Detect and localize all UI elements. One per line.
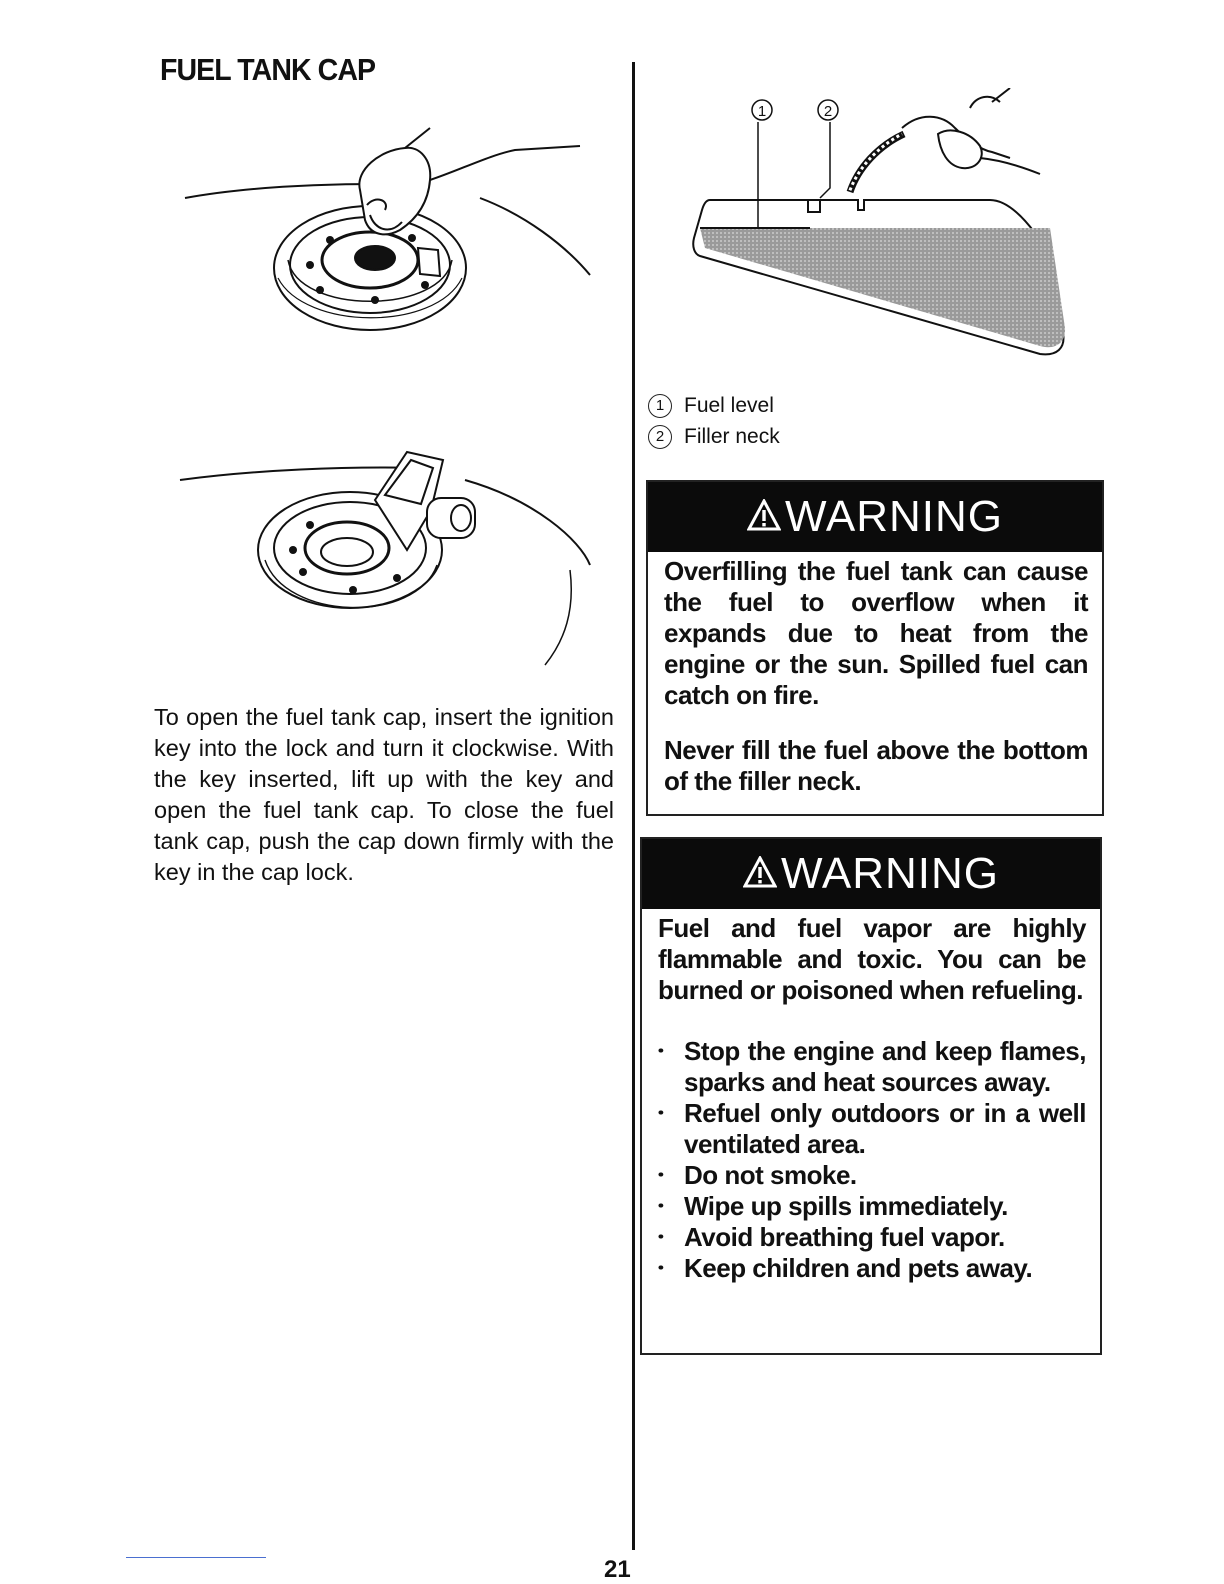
list-item: •• Do not smoke. <box>658 1160 1086 1191</box>
warning-heading: WARNING <box>784 492 1004 541</box>
legend-label: Filler neck <box>684 425 780 448</box>
column-divider <box>632 62 635 1550</box>
safety-list <box>658 1036 1086 1284</box>
legend-label: Fuel level <box>684 394 774 417</box>
warning-body <box>648 552 1102 807</box>
warning-header <box>642 839 1100 909</box>
list-item: •• Avoid breathing fuel vapor. <box>658 1222 1086 1253</box>
warning-body <box>642 909 1100 1294</box>
list-item: •• Refuel only outdoors or in a well ventilated area. <box>658 1098 1086 1160</box>
list-item: •• Keep children and pets away. <box>658 1253 1086 1284</box>
legend-item <box>648 421 780 452</box>
section-title: FUEL TANK CAP <box>160 52 376 87</box>
warning-triangle-icon <box>747 492 781 542</box>
diagram-marker-1: 1 <box>757 103 767 120</box>
fuel-cap-lifted-illustration <box>175 440 605 670</box>
warning-heading: WARNING <box>780 849 1000 898</box>
warning-triangle-icon <box>743 849 777 899</box>
legend-number: 2 <box>648 425 672 449</box>
warning-header <box>648 482 1102 552</box>
warning-text: Overfilling the fuel tank can cause the fuel to overflow when it expands due to heat from the engine or the sun. Spilled fuel can catch on fire. <box>664 556 1088 710</box>
diagram-marker-2: 2 <box>823 103 833 120</box>
list-item: •• Wipe up spills immediately. <box>658 1191 1086 1222</box>
warning-box-vapor <box>640 837 1102 1355</box>
warning-text: Never fill the fuel above the bottom of the filler neck. <box>664 735 1088 796</box>
fuel-tank-diagram <box>680 88 1080 378</box>
legend-item <box>648 390 780 421</box>
page-number: 21 <box>604 1556 631 1583</box>
diagram-legend <box>648 390 780 452</box>
footer-rule <box>126 1557 266 1558</box>
warning-box-overfill <box>646 480 1104 816</box>
fuel-cap-open-illustration <box>180 110 600 350</box>
instructions-text: To open the fuel tank cap, insert the ignition key into the lock and turn it clockwise. With the key inserted, lift up with the key and open the fuel tank cap. To close the fuel tank cap, push the cap down firmly with the key in the cap lock. <box>154 704 614 885</box>
warning-text: Fuel and fuel vapor are highly flammable and toxic. You can be burned or poisoned when refueling. <box>658 913 1086 1005</box>
list-item: •• Stop the engine and keep flames, sparks and heat sources away. <box>658 1036 1086 1098</box>
legend-number: 1 <box>648 394 672 418</box>
